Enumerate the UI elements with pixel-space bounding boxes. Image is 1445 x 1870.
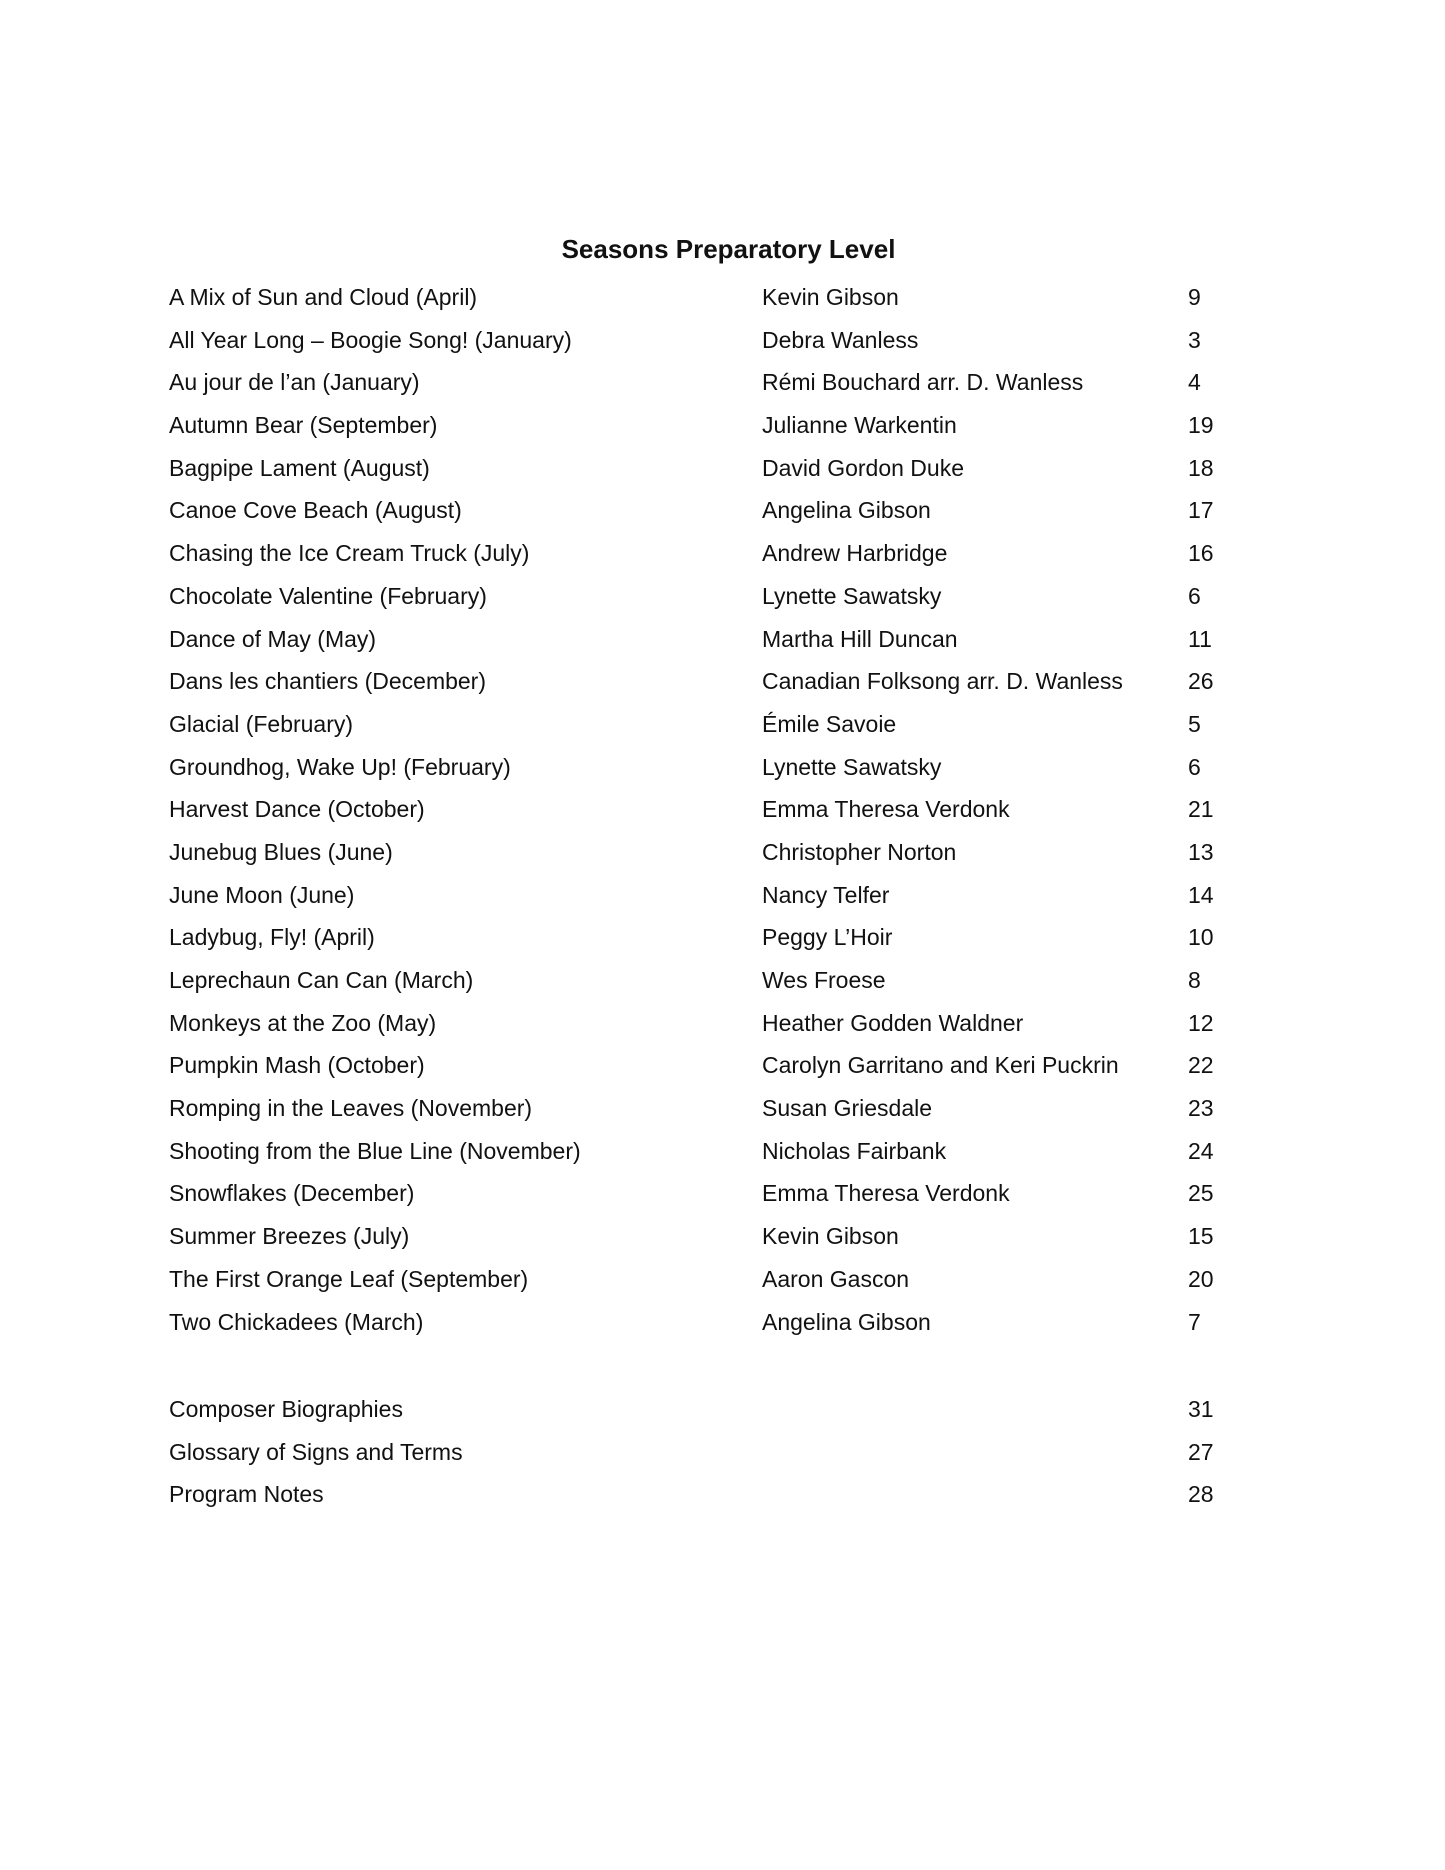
piece-title: Glacial (February): [169, 710, 354, 737]
piece-title: Ladybug, Fly! (April): [169, 924, 375, 951]
piece-composer: Christopher Norton: [762, 838, 957, 865]
piece-composer: Angelina Gibson: [762, 497, 931, 524]
table-row: [0, 1394, 1445, 1437]
piece-page-number: 9: [1188, 284, 1201, 310]
piece-page-number: 21: [1188, 796, 1214, 823]
table-row: [0, 837, 1445, 880]
piece-page-number: 5: [1188, 710, 1201, 737]
piece-composer: Heather Godden Waldner: [762, 1009, 1024, 1036]
table-row: [0, 1008, 1445, 1051]
table-row: [0, 495, 1445, 538]
piece-page-number: 11: [1188, 625, 1212, 652]
piece-title: Chocolate Valentine (February): [169, 582, 487, 609]
page-title: Seasons Preparatory Level: [561, 234, 896, 264]
piece-composer: David Gordon Duke: [762, 454, 964, 481]
piece-composer: Lynette Sawatsky: [762, 582, 942, 609]
table-row: [0, 325, 1445, 368]
table-row: [0, 709, 1445, 752]
piece-page-number: 13: [1188, 838, 1214, 865]
table-row: [0, 666, 1445, 709]
piece-title: Harvest Dance (October): [169, 796, 425, 823]
piece-title: Au jour de l’an (January): [169, 369, 420, 396]
piece-title: Chasing the Ice Cream Truck (July): [169, 540, 530, 567]
piece-page-number: 8: [1188, 967, 1201, 993]
piece-composer: Aaron Gascon: [762, 1265, 910, 1292]
table-row: [0, 1136, 1445, 1179]
table-row: [0, 453, 1445, 496]
piece-page-number: 3: [1188, 326, 1201, 353]
table-row: [0, 1437, 1445, 1480]
piece-composer: Nicholas Fairbank: [762, 1137, 947, 1164]
piece-composer: Debra Wanless: [762, 326, 919, 353]
table-row: [0, 1264, 1445, 1307]
piece-composer: Susan Griesdale: [762, 1095, 933, 1122]
piece-title: Groundhog, Wake Up! (February): [169, 753, 511, 780]
section-title: Composer Biographies: [169, 1396, 403, 1422]
piece-page-number: 6: [1188, 582, 1201, 609]
piece-title: Shooting from the Blue Line (November): [169, 1137, 581, 1164]
piece-page-number: 14: [1188, 881, 1214, 908]
piece-composer: Canadian Folksong arr. D. Wanless: [762, 668, 1123, 695]
table-row: [0, 538, 1445, 581]
piece-title: Canoe Cove Beach (August): [169, 497, 462, 524]
piece-page-number: 17: [1188, 497, 1214, 524]
table-row: [0, 1221, 1445, 1264]
piece-composer: Nancy Telfer: [762, 881, 890, 908]
piece-page-number: 12: [1188, 1009, 1214, 1036]
piece-page-number: 26: [1188, 668, 1214, 695]
piece-composer: Andrew Harbridge: [762, 540, 948, 567]
piece-title: Dance of May (May): [169, 625, 377, 652]
table-row: [0, 752, 1445, 795]
table-row: [0, 282, 1445, 325]
piece-composer: Rémi Bouchard arr. D. Wanless: [762, 369, 1084, 396]
table-row: [0, 367, 1445, 410]
piece-list: [0, 282, 1445, 1349]
piece-title: Pumpkin Mash (October): [169, 1052, 425, 1079]
piece-page-number: 20: [1188, 1265, 1214, 1292]
piece-composer: Peggy L’Hoir: [762, 924, 893, 951]
piece-composer: Emma Theresa Verdonk: [762, 1180, 1010, 1207]
piece-page-number: 7: [1188, 1308, 1201, 1335]
piece-title: Junebug Blues (June): [169, 838, 393, 865]
piece-title: June Moon (June): [169, 881, 355, 908]
section-page-number: 27: [1188, 1438, 1214, 1465]
table-row: [0, 1307, 1445, 1350]
piece-composer: Carolyn Garritano and Keri Puckrin: [762, 1052, 1119, 1079]
table-row: [0, 581, 1445, 624]
piece-title: Leprechaun Can Can (March): [169, 967, 474, 993]
piece-title: Snowflakes (December): [169, 1180, 415, 1207]
piece-composer: Martha Hill Duncan: [762, 625, 958, 652]
piece-page-number: 19: [1188, 412, 1214, 439]
table-row: [0, 410, 1445, 453]
section-title: Glossary of Signs and Terms: [169, 1438, 463, 1465]
piece-title: Romping in the Leaves (November): [169, 1095, 533, 1122]
section-page-number: 31: [1188, 1396, 1214, 1422]
table-row: [0, 794, 1445, 837]
table-row: [0, 624, 1445, 667]
table-row: [0, 1479, 1445, 1522]
piece-title: Monkeys at the Zoo (May): [169, 1009, 437, 1036]
piece-title: The First Orange Leaf (September): [169, 1265, 529, 1292]
piece-composer: Angelina Gibson: [762, 1308, 931, 1335]
piece-title: Dans les chantiers (December): [169, 668, 487, 695]
piece-title: All Year Long – Boogie Song! (January): [169, 326, 572, 353]
piece-page-number: 23: [1188, 1095, 1214, 1122]
piece-page-number: 6: [1188, 753, 1201, 780]
piece-page-number: 16: [1188, 540, 1214, 567]
piece-composer: Kevin Gibson: [762, 284, 899, 310]
piece-title: Autumn Bear (September): [169, 412, 438, 439]
section-title: Program Notes: [169, 1481, 324, 1508]
table-row: [0, 1050, 1445, 1093]
piece-composer: Emma Theresa Verdonk: [762, 796, 1010, 823]
piece-page-number: 4: [1188, 369, 1201, 396]
piece-composer: Julianne Warkentin: [762, 412, 957, 439]
piece-title: Summer Breezes (July): [169, 1223, 410, 1250]
table-row: [0, 965, 1445, 1008]
piece-page-number: 25: [1188, 1180, 1214, 1207]
section-page-number: 28: [1188, 1481, 1214, 1508]
piece-page-number: 24: [1188, 1137, 1214, 1164]
piece-title: Two Chickadees (March): [169, 1308, 424, 1335]
table-row: [0, 922, 1445, 965]
piece-composer: Lynette Sawatsky: [762, 753, 942, 780]
piece-title: Bagpipe Lament (August): [169, 454, 430, 481]
piece-page-number: 15: [1188, 1223, 1214, 1250]
piece-page-number: 10: [1188, 924, 1214, 951]
piece-composer: Wes Froese: [762, 967, 886, 993]
piece-title: A Mix of Sun and Cloud (April): [169, 284, 478, 310]
table-row: [0, 1093, 1445, 1136]
piece-composer: Émile Savoie: [762, 710, 897, 737]
piece-page-number: 18: [1188, 454, 1214, 481]
extras-list: [0, 1394, 1445, 1522]
table-row: [0, 880, 1445, 923]
table-row: [0, 1178, 1445, 1221]
piece-page-number: 22: [1188, 1052, 1214, 1079]
piece-composer: Kevin Gibson: [762, 1223, 899, 1250]
